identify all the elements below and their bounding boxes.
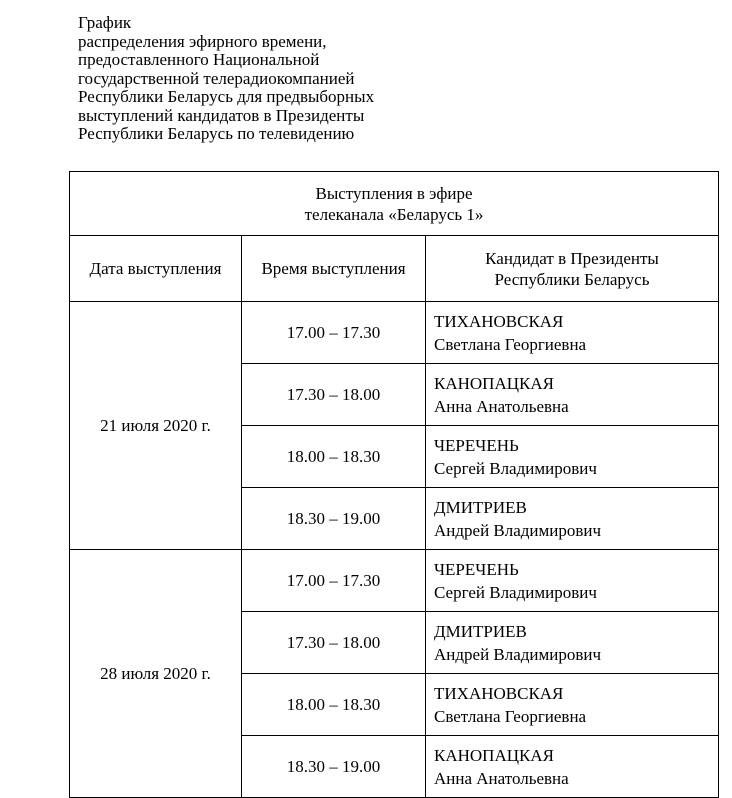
candidate-surname: ДМИТРИЕВ — [434, 497, 527, 517]
candidate-surname: ЧЕРЕЧЕНЬ — [434, 435, 519, 455]
candidate-cell — [426, 364, 719, 426]
date-cell: 28 июля 2020 г. — [70, 550, 242, 798]
candidate-cell — [426, 488, 719, 550]
candidate-surname: КАНОПАЦКАЯ — [434, 745, 554, 765]
table-row — [70, 550, 719, 612]
banner-row — [70, 172, 719, 236]
candidate-name: Анна Анатольевна — [434, 396, 569, 416]
document-heading — [78, 14, 374, 144]
time-cell: 18.30 – 19.00 — [242, 736, 426, 798]
candidate-cell — [426, 612, 719, 674]
time-cell: 18.00 – 18.30 — [242, 426, 426, 488]
candidate-cell — [426, 426, 719, 488]
candidate-name: Светлана Георгиевна — [434, 706, 587, 726]
candidate-name: Андрей Владимирович — [434, 520, 602, 540]
candidate-surname: ТИХАНОВСКАЯ — [434, 683, 564, 703]
table-row — [70, 302, 719, 364]
time-cell: 17.30 – 18.00 — [242, 612, 426, 674]
column-header-time: Время выступления — [242, 236, 426, 302]
candidate-surname: ДМИТРИЕВ — [434, 621, 527, 641]
heading-line: государственной телерадиокомпанией — [78, 68, 355, 88]
time-cell: 18.00 – 18.30 — [242, 674, 426, 736]
time-cell: 17.00 – 17.30 — [242, 302, 426, 364]
column-header-date: Дата выступления — [70, 236, 242, 302]
candidate-surname: ТИХАНОВСКАЯ — [434, 311, 564, 331]
candidate-name: Анна Анатольевна — [434, 768, 569, 788]
candidate-cell — [426, 302, 719, 364]
heading-line: выступлений кандидатов в Президенты — [78, 105, 365, 125]
candidate-surname: КАНОПАЦКАЯ — [434, 373, 554, 393]
time-cell: 17.00 – 17.30 — [242, 550, 426, 612]
heading-line: предоставленного Национальной — [78, 50, 320, 69]
header-row — [70, 236, 719, 302]
candidate-cell — [426, 674, 719, 736]
schedule-table — [69, 171, 719, 798]
heading-line: распределения эфирного времени, — [78, 31, 327, 51]
candidate-name: Сергей Владимирович — [434, 582, 597, 602]
candidate-surname: ЧЕРЕЧЕНЬ — [434, 559, 519, 579]
heading-line: Республики Беларусь по телевидению — [78, 124, 355, 143]
heading-line: Республики Беларусь для предвыборных — [78, 87, 375, 106]
candidate-cell — [426, 736, 719, 798]
header-line: Кандидат в Президенты — [485, 248, 659, 268]
column-header-candidate — [426, 236, 719, 302]
candidate-cell — [426, 550, 719, 612]
heading-line: График — [78, 13, 132, 32]
candidate-name: Светлана Георгиевна — [434, 334, 587, 354]
header-line: Республики Беларусь — [494, 269, 650, 289]
time-cell: 17.30 – 18.00 — [242, 364, 426, 426]
candidate-name: Андрей Владимирович — [434, 644, 602, 664]
banner-line: Выступления в эфире — [315, 183, 473, 203]
date-cell: 21 июля 2020 г. — [70, 302, 242, 550]
banner-line: телеканала «Беларусь 1» — [304, 204, 484, 224]
time-cell: 18.30 – 19.00 — [242, 488, 426, 550]
candidate-name: Сергей Владимирович — [434, 458, 597, 478]
banner-cell — [70, 172, 719, 236]
